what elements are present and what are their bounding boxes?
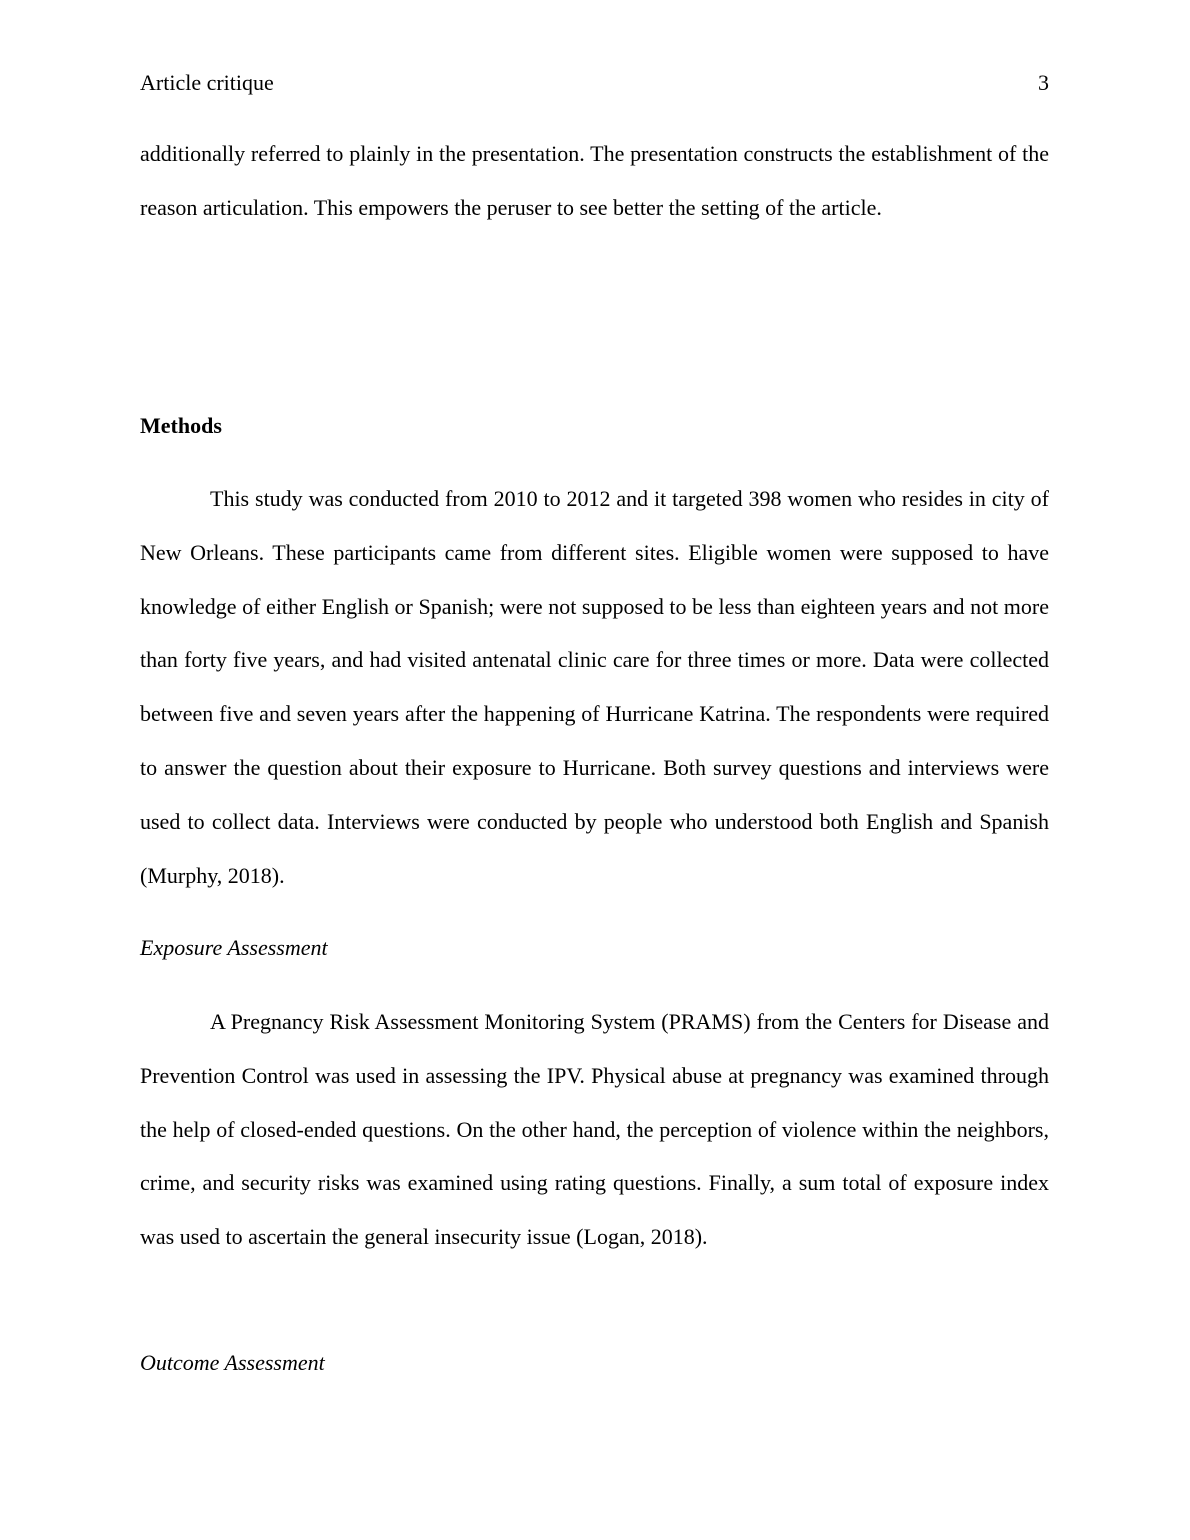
- methods-heading: [140, 413, 222, 439]
- methods-heading-text: Methods: [140, 413, 222, 438]
- exposure-heading: Exposure Assessment: [140, 935, 328, 960]
- page-number: 3: [1038, 70, 1049, 95]
- running-head: Article critique: [140, 70, 274, 95]
- intro-paragraph: additionally referred to plainly in the presentation. The presentation constructs the establishment of the reason articulation. This empowers the peruser to see better the setting of the article.: [140, 141, 1049, 220]
- exposure-paragraph: A Pregnancy Risk Assessment Monitoring System (PRAMS) from the Centers for Disease and Prevention Control was used in assessing the IPV. Physical abuse at pregnancy was examined through the help of closed-ended questions. On the other hand, the perception of violence within the neighbors, crime, and security risks was examined using rating questions. Finally, a sum total of exposure index was used to ascertain the general insecurity issue (Logan, 2018).: [140, 1009, 1049, 1250]
- methods-paragraph: This study was conducted from 2010 to 2012 and it targeted 398 women who resides in city of New Orleans. These participants came from different sites. Eligible women were supposed to have knowledge of either English or Spanish; were not supposed to be less than eighteen years and not more than forty five years, and had visited antenatal clinic care for three times or more. Data were collected between five and seven years after the happening of Hurricane Katrina. The respondents were required to answer the question about their exposure to Hurricane. Both survey questions and interviews were used to collect data. Interviews were conducted by people who understood both English and Spanish (Murphy, 2018).: [140, 486, 1049, 888]
- page-header: [140, 70, 1049, 96]
- outcome-heading: Outcome Assessment: [140, 1350, 325, 1375]
